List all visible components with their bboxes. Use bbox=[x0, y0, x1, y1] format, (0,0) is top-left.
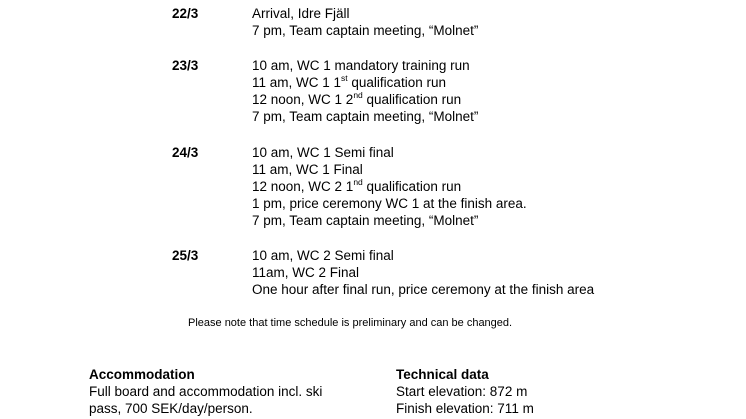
accommodation-line: pass, 700 SEK/day/person. bbox=[89, 401, 253, 416]
schedule-events bbox=[252, 57, 478, 125]
technical-data-section bbox=[396, 366, 534, 417]
schedule-event: 7 pm, Team captain meeting, “Molnet” bbox=[252, 23, 479, 38]
technical-data-line: Finish elevation: 711 m bbox=[396, 401, 534, 416]
schedule-date: 23/3 bbox=[172, 58, 199, 73]
document-page: 22/3 Arrival, Idre Fjäll 7 pm, Team captain meeting, “Molnet” 23/3 10 am, WC 1 mandatory training run 11 am, WC 1 1st qualification run 12 noon, WC 1 2nd qualification run 7 pm, Team captain meeting, “Molnet” 24/3 10 am, WC 1 Semi final 11 am, WC 1 Final 12 noon, WC 2 1nd qualification run 1 pm, price ceremony WC 1 at the finish area. 7 pm, Team captain meeting, “Molnet” 25/3 10 am, WC 2 Semi final 11am, WC 2 Final One hour after final run, price ceremony at the finish area Please note that time schedule is preliminary and can be changed. Accommodation Full board and accommodation incl. ski pass, 700 SEK/day/person. Technical data Start elevation: 872 m Finish elevation: 711 m bbox=[89, 6, 595, 416]
schedule-event: 7 pm, Team captain meeting, “Molnet” bbox=[252, 109, 479, 124]
schedule-event: 10 am, WC 1 Semi final bbox=[252, 145, 394, 160]
schedule-events bbox=[252, 5, 478, 39]
schedule-event: 1 pm, price ceremony WC 1 at the finish area. bbox=[252, 196, 527, 211]
schedule-date: 22/3 bbox=[172, 6, 199, 21]
schedule-events bbox=[252, 144, 527, 229]
schedule-date: 25/3 bbox=[172, 248, 199, 263]
technical-data-line: Start elevation: 872 m bbox=[396, 384, 528, 399]
schedule-event: One hour after final run, price ceremony at the finish area bbox=[252, 282, 595, 297]
schedule-event: 10 am, WC 2 Semi final bbox=[252, 248, 394, 263]
accommodation-section bbox=[89, 366, 322, 417]
schedule-event: 11 am, WC 1 1st qualification run bbox=[252, 72, 446, 90]
technical-data-heading: Technical data bbox=[396, 367, 489, 382]
schedule-event: 12 noon, WC 2 1nd qualification run bbox=[252, 176, 462, 194]
accommodation-line: Full board and accommodation incl. ski bbox=[89, 384, 323, 399]
schedule-event: 11am, WC 2 Final bbox=[252, 265, 360, 280]
schedule-event: 11 am, WC 1 Final bbox=[252, 162, 363, 177]
schedule-event: 12 noon, WC 1 2nd qualification run bbox=[252, 89, 462, 107]
schedule-event: 7 pm, Team captain meeting, “Molnet” bbox=[252, 213, 479, 228]
schedule-date: 24/3 bbox=[172, 145, 199, 160]
schedule-event: Arrival, Idre Fjäll bbox=[252, 6, 350, 21]
accommodation-heading: Accommodation bbox=[89, 367, 195, 382]
schedule-events bbox=[252, 247, 594, 298]
schedule-event: 10 am, WC 1 mandatory training run bbox=[252, 58, 470, 73]
